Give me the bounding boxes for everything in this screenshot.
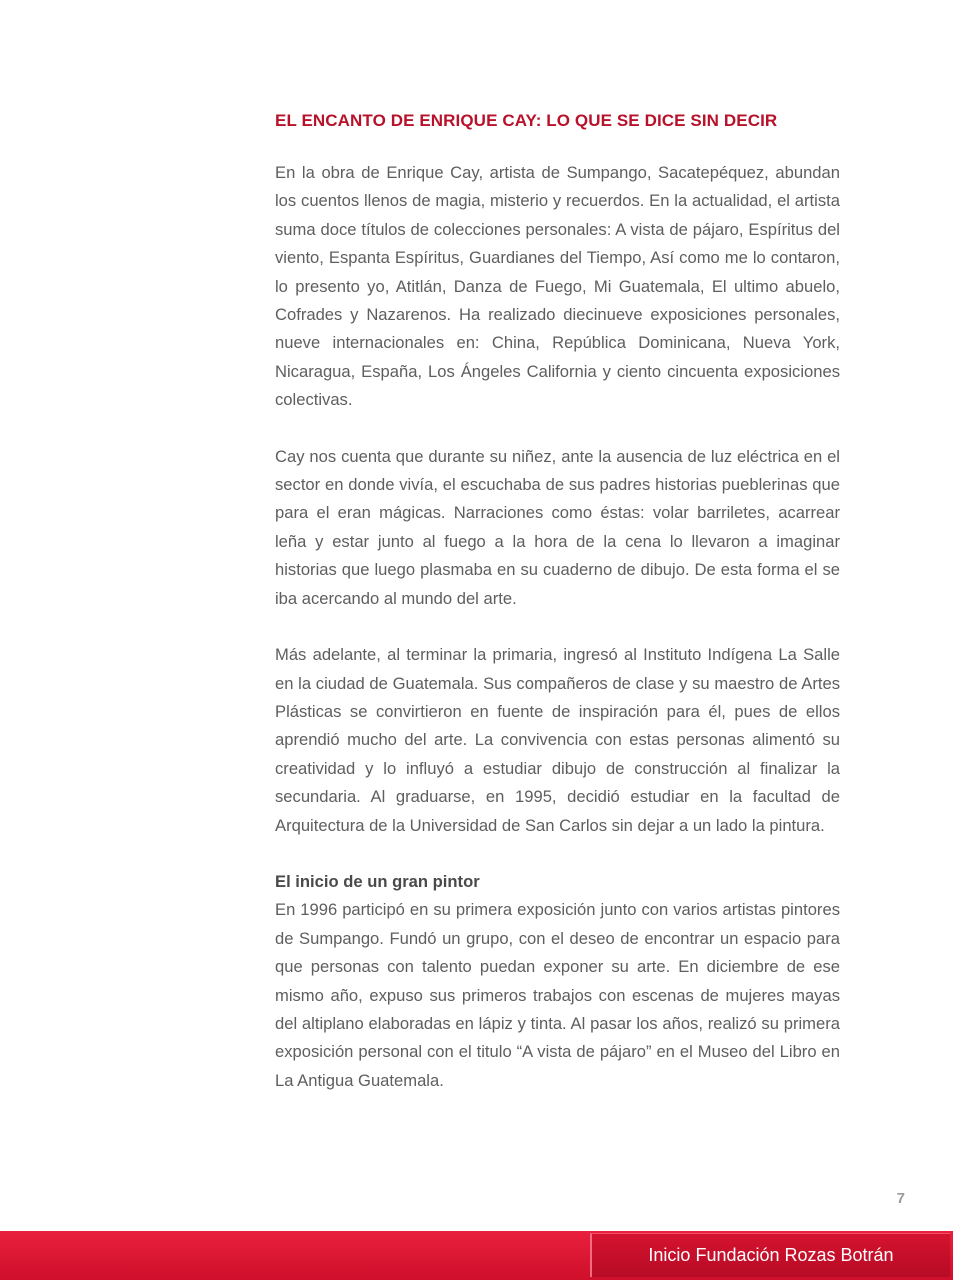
paragraph-3: Más adelante, al terminar la primaria, ingresó al Instituto Indígena La Salle en la ciudad de Guatemala. Sus compañeros de clase y su maestro de Artes Plásticas se convirtieron en fuente de inspiración para él, pues de ellos aprendió mucho del arte. La convivencia con estas personas alimentó su creatividad y lo influyó a estudiar dibujo de construcción al finalizar la secundaria. Al graduarse, en 1995, decidió estudiar en la facultad de Arquitectura de la Universidad de San Carlos sin dejar a un lado la pintura.: [275, 645, 840, 835]
paragraph-2: Cay nos cuenta que durante su niñez, ante la ausencia de luz eléctrica en el sector en donde vivía, el escuchaba de sus padres historias pueblerinas que para el eran mágicas. Narraciones como éstas: volar barriletes, acarrear leña y estar junto al fuego a la hora de la cena lo llevaron a imaginar historias que luego plasmaba en su cuaderno de dibujo. De esta forma el se iba acercando al mundo del arte.: [275, 446, 840, 608]
home-link-button[interactable]: Inicio Fundación Rozas Botrán: [590, 1233, 950, 1277]
page-number: 7: [896, 1190, 905, 1207]
paragraph-1: En la obra de Enrique Cay, artista de Sumpango, Sacatepéquez, abundan los cuentos llenos de magia, misterio y recuerdos. En la actualidad, el artista suma doce títulos de colecciones personales: A vista de pájaro, Espíritus del viento, Espanta Espíritus, Guardianes del Tiempo, Así como me lo contaron, lo presento yo, Atitlán, Danza de Fuego, Mi Guatemala, El ultimo abuelo, Cofrades y Nazarenos. Ha realizado diecinueve exposiciones personales, nueve internacionales en: China, República Dominicana, Nueva York, Nicaragua, España, Los Ángeles California y ciento cincuenta exposiciones colectivas.: [275, 163, 840, 410]
section-subheading: El inicio de un gran pintor: [275, 871, 480, 891]
document-page: [275, 109, 840, 1123]
article-title: EL ENCANTO DE ENRIQUE CAY: LO QUE SE DICE SIN DECIR: [275, 111, 778, 130]
paragraph-4: En 1996 participó en su primera exposición junto con varios artistas pintores de Sumpango. Fundó un grupo, con el deseo de encontrar un espacio para que personas con talento puedan exponer su arte. En diciembre de ese mismo año, expuso sus primeros trabajos con escenas de mujeres mayas del altiplano elaboradas en lápiz y tinta. Al pasar los años, realizó su primera exposición personal con el titulo “A vista de pájaro” en el Museo del Libro en La Antigua Guatemala.: [275, 900, 840, 1090]
